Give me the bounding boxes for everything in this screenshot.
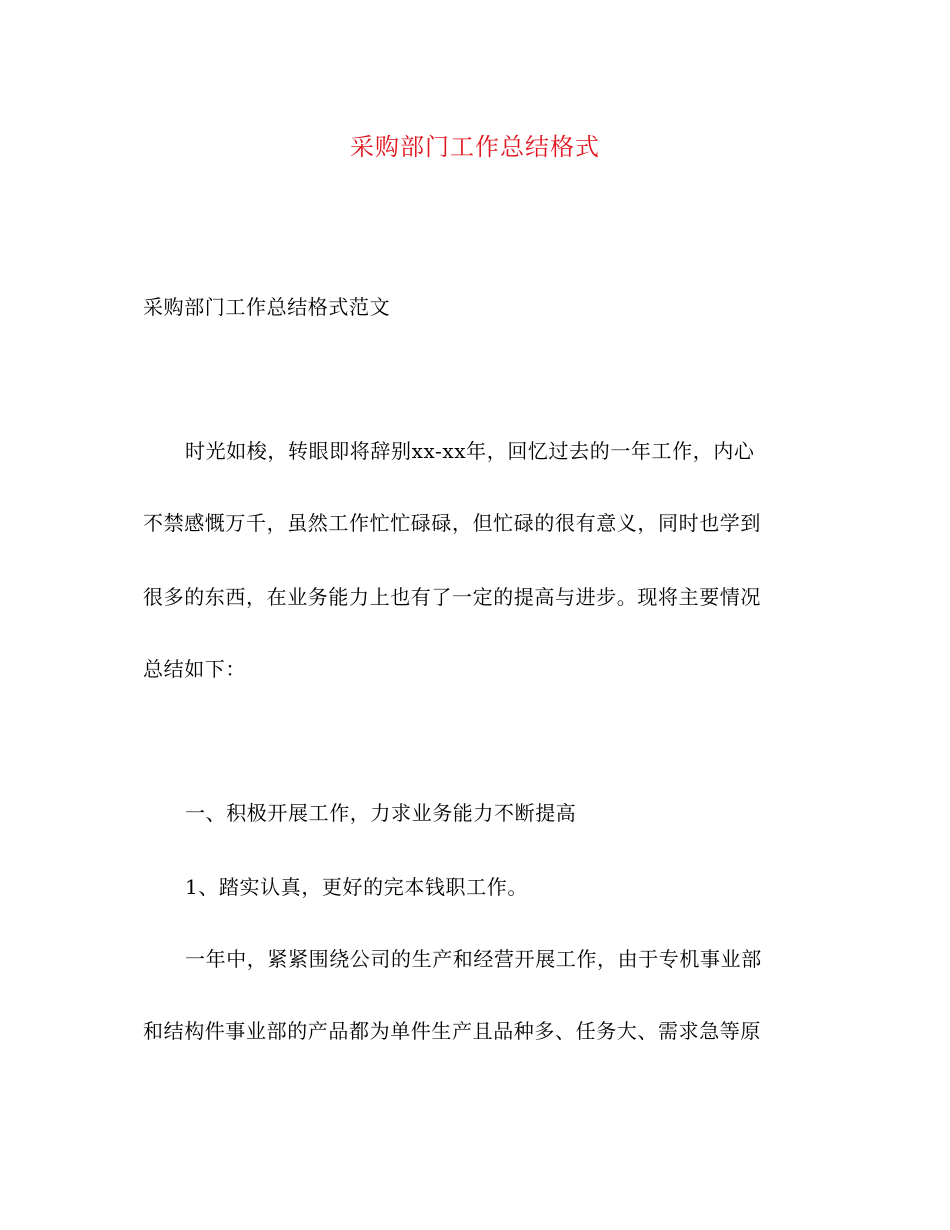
section-heading: 一、积极开展工作，力求业务能力不断提高 xyxy=(185,801,577,825)
paragraph-line: 不禁感慨万千，虽然工作忙忙碌碌，但忙碌的很有意义，同时也学到 xyxy=(143,511,761,535)
paragraph-line: 总结如下： xyxy=(143,657,246,681)
subsection-heading: 1、踏实认真，更好的完本钱职工作。 xyxy=(185,875,528,899)
document-title: 采购部门工作总结格式 xyxy=(350,133,600,161)
paragraph-line: 很多的东西，在业务能力上也有了一定的提高与进步。现将主要情况 xyxy=(143,585,761,609)
paragraph-line: 和结构件事业部的产品都为单件生产且品种多、任务大、需求急等原 xyxy=(143,1019,761,1043)
document-subtitle: 采购部门工作总结格式范文 xyxy=(143,295,391,319)
paragraph-line: 时光如梭，转眼即将辞别xx-xx年，回忆过去的一年工作，内心 xyxy=(185,439,755,463)
paragraph-line: 一年中，紧紧围绕公司的生产和经营开展工作，由于专机事业部 xyxy=(185,947,762,971)
